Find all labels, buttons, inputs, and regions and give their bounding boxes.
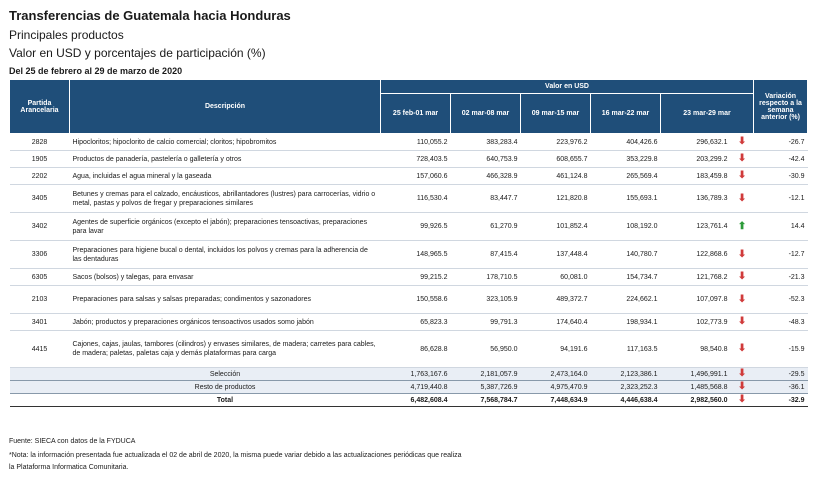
week-value: 608,655.7 bbox=[521, 151, 591, 168]
variation-percent: 14.4 bbox=[754, 213, 808, 241]
table-row bbox=[10, 331, 808, 368]
arrow-down-icon: ⬇ bbox=[737, 293, 747, 305]
partida-code: 3306 bbox=[10, 241, 70, 269]
variation-percent: -26.7 bbox=[754, 134, 808, 151]
partida-code: 2202 bbox=[10, 168, 70, 185]
arrow-down-icon: ⬇ bbox=[737, 248, 747, 260]
week-value: 640,753.9 bbox=[451, 151, 521, 168]
summary-code-empty bbox=[10, 381, 70, 394]
week-value: 223,976.2 bbox=[521, 134, 591, 151]
week-value: 174,640.4 bbox=[521, 314, 591, 331]
product-description: Cajones, cajas, jaulas, tambores (cilindros) y envases similares, de madera; carretes para cables, de madera; paletas, paletas caja y demás plataformas para carga bbox=[70, 331, 381, 368]
week-value: 99,215.2 bbox=[381, 269, 451, 286]
header-descripcion: Descripción bbox=[70, 80, 381, 134]
summary-value: 1,763,167.6 bbox=[381, 368, 451, 381]
arrow-down-icon: ⬇ bbox=[737, 170, 747, 181]
arrow-down-icon: ⬇ bbox=[737, 394, 747, 405]
footer-note: *Nota: la información presentada fue actualizada el 02 de abril de 2020, la misma puede variar debido a las actualizaciones periódicas que realiza bbox=[9, 452, 462, 459]
variation-arrow-cell bbox=[731, 331, 754, 368]
footer-note-cont: la Plataforma Informatica Comunitaria. bbox=[9, 464, 129, 471]
arrow-down-icon: ⬇ bbox=[737, 381, 747, 392]
arrow-down-icon: ⬇ bbox=[737, 153, 747, 164]
report-subtitle-units: Valor en USD y porcentajes de participación (%) bbox=[9, 46, 266, 60]
product-description: Hipocloritos; hipoclorito de calcio comercial; cloritos; hipobromitos bbox=[70, 134, 381, 151]
product-description: Preparaciones para salsas y salsas preparadas; condimentos y sazonadores bbox=[70, 286, 381, 314]
week-value: 61,270.9 bbox=[451, 213, 521, 241]
partida-code: 3402 bbox=[10, 213, 70, 241]
footer-source: Fuente: SIECA con datos de la FYDUCA bbox=[9, 438, 136, 445]
arrow-down-icon: ⬇ bbox=[737, 136, 747, 147]
product-description: Jabón; productos y preparaciones orgánicos tensoactivos usados somo jabón bbox=[70, 314, 381, 331]
week-value: 136,789.3 bbox=[661, 185, 731, 213]
product-description: Preparaciones para higiene bucal o dental, incluidos los polvos y cremas para la adherencia de las dentaduras bbox=[70, 241, 381, 269]
variation-arrow-cell bbox=[731, 213, 754, 241]
week-value: 150,558.6 bbox=[381, 286, 451, 314]
summary-value: 1,496,991.1 bbox=[661, 368, 731, 381]
summary-variation: -29.5 bbox=[754, 368, 808, 381]
week-value: 86,628.8 bbox=[381, 331, 451, 368]
variation-percent: -48.3 bbox=[754, 314, 808, 331]
week-value: 353,229.8 bbox=[591, 151, 661, 168]
header-week-5: 23 mar-29 mar bbox=[661, 94, 754, 134]
summary-value: 2,323,252.3 bbox=[591, 381, 661, 394]
header-variacion: Variación respecto a la semana anterior (%) bbox=[754, 80, 808, 134]
product-description: Productos de panadería, pastelería o galletería y otros bbox=[70, 151, 381, 168]
table-row bbox=[10, 241, 808, 269]
partida-code: 2828 bbox=[10, 134, 70, 151]
summary-label: Resto de productos bbox=[70, 381, 381, 394]
variation-arrow-cell bbox=[731, 394, 754, 407]
table-row bbox=[10, 286, 808, 314]
week-value: 108,192.0 bbox=[591, 213, 661, 241]
week-value: 98,540.8 bbox=[661, 331, 731, 368]
arrow-down-icon: ⬇ bbox=[737, 192, 747, 204]
total-value: 4,446,638.4 bbox=[591, 394, 661, 407]
partida-code: 2103 bbox=[10, 286, 70, 314]
product-description: Sacos (bolsos) y talegas, para envasar bbox=[70, 269, 381, 286]
total-value: 6,482,608.4 bbox=[381, 394, 451, 407]
week-value: 323,105.9 bbox=[451, 286, 521, 314]
summary-value: 2,473,164.0 bbox=[521, 368, 591, 381]
week-value: 121,768.2 bbox=[661, 269, 731, 286]
total-value: 7,448,634.9 bbox=[521, 394, 591, 407]
variation-arrow-cell bbox=[731, 168, 754, 185]
summary-value: 1,485,568.8 bbox=[661, 381, 731, 394]
week-value: 383,283.4 bbox=[451, 134, 521, 151]
product-description: Betunes y cremas para el calzado, encáusticos, abrillantadores (lustres) para carrocerías, vidrio o metal, pastas y polvos de fregar y preparaciones similares bbox=[70, 185, 381, 213]
variation-percent: -15.9 bbox=[754, 331, 808, 368]
arrow-down-icon: ⬇ bbox=[737, 368, 747, 379]
week-value: 489,372.7 bbox=[521, 286, 591, 314]
week-value: 404,426.6 bbox=[591, 134, 661, 151]
variation-percent: -30.9 bbox=[754, 168, 808, 185]
week-value: 60,081.0 bbox=[521, 269, 591, 286]
week-value: 102,773.9 bbox=[661, 314, 731, 331]
week-value: 140,780.7 bbox=[591, 241, 661, 269]
week-value: 99,926.5 bbox=[381, 213, 451, 241]
week-value: 122,868.6 bbox=[661, 241, 731, 269]
partida-code: 4415 bbox=[10, 331, 70, 368]
week-value: 461,124.8 bbox=[521, 168, 591, 185]
table-row bbox=[10, 185, 808, 213]
week-value: 99,791.3 bbox=[451, 314, 521, 331]
week-value: 107,097.8 bbox=[661, 286, 731, 314]
header-week-3: 09 mar-15 mar bbox=[521, 94, 591, 134]
arrow-down-icon: ⬇ bbox=[737, 316, 747, 327]
variation-arrow-cell bbox=[731, 134, 754, 151]
week-value: 178,710.5 bbox=[451, 269, 521, 286]
week-value: 203,299.2 bbox=[661, 151, 731, 168]
week-value: 224,662.1 bbox=[591, 286, 661, 314]
report-subtitle: Principales productos bbox=[9, 28, 124, 42]
report-period: Del 25 de febrero al 29 de marzo de 2020 bbox=[9, 66, 183, 76]
variation-arrow-cell bbox=[731, 185, 754, 213]
week-value: 466,328.9 bbox=[451, 168, 521, 185]
total-value: 7,568,784.7 bbox=[451, 394, 521, 407]
week-value: 121,820.8 bbox=[521, 185, 591, 213]
variation-percent: -12.7 bbox=[754, 241, 808, 269]
summary-variation: -36.1 bbox=[754, 381, 808, 394]
report-title: Transferencias de Guatemala hacia Honduras bbox=[9, 8, 291, 23]
week-value: 296,632.1 bbox=[661, 134, 731, 151]
week-value: 110,055.2 bbox=[381, 134, 451, 151]
week-value: 154,734.7 bbox=[591, 269, 661, 286]
week-value: 183,459.8 bbox=[661, 168, 731, 185]
week-value: 155,693.1 bbox=[591, 185, 661, 213]
week-value: 137,448.4 bbox=[521, 241, 591, 269]
summary-value: 2,123,386.1 bbox=[591, 368, 661, 381]
variation-arrow-cell bbox=[731, 368, 754, 381]
summary-value: 4,975,470.9 bbox=[521, 381, 591, 394]
total-label: Total bbox=[70, 394, 381, 407]
table-row bbox=[10, 269, 808, 286]
partida-code: 3401 bbox=[10, 314, 70, 331]
product-description: Agentes de superficie orgánicos (excepto el jabón); preparaciones tensoactivas, preparaciones para lavar bbox=[70, 213, 381, 241]
variation-percent: -42.4 bbox=[754, 151, 808, 168]
products-table bbox=[9, 79, 808, 407]
variation-arrow-cell bbox=[731, 151, 754, 168]
partida-code: 1905 bbox=[10, 151, 70, 168]
week-value: 123,761.4 bbox=[661, 213, 731, 241]
arrow-down-icon: ⬇ bbox=[737, 271, 747, 282]
table-row bbox=[10, 151, 808, 168]
total-row bbox=[10, 394, 808, 407]
arrow-down-icon: ⬇ bbox=[737, 343, 747, 354]
header-partida: Partida Arancelaria bbox=[10, 80, 70, 134]
table-row bbox=[10, 168, 808, 185]
week-value: 101,852.4 bbox=[521, 213, 591, 241]
variation-percent: -21.3 bbox=[754, 269, 808, 286]
variation-arrow-cell bbox=[731, 314, 754, 331]
arrow-up-icon: ⬆ bbox=[737, 220, 747, 232]
partida-code: 6305 bbox=[10, 269, 70, 286]
table-row bbox=[10, 134, 808, 151]
table-row bbox=[10, 213, 808, 241]
partida-code: 3405 bbox=[10, 185, 70, 213]
summary-value: 5,387,726.9 bbox=[451, 381, 521, 394]
summary-label: Selección bbox=[70, 368, 381, 381]
summary-code-empty bbox=[10, 368, 70, 381]
summary-value: 2,181,057.9 bbox=[451, 368, 521, 381]
week-value: 83,447.7 bbox=[451, 185, 521, 213]
week-value: 116,530.4 bbox=[381, 185, 451, 213]
week-value: 56,950.0 bbox=[451, 331, 521, 368]
week-value: 265,569.4 bbox=[591, 168, 661, 185]
week-value: 728,403.5 bbox=[381, 151, 451, 168]
week-value: 94,191.6 bbox=[521, 331, 591, 368]
total-value: 2,982,560.0 bbox=[661, 394, 731, 407]
table-row bbox=[10, 314, 808, 331]
week-value: 148,965.5 bbox=[381, 241, 451, 269]
product-description: Agua, incluidas el agua mineral y la gaseada bbox=[70, 168, 381, 185]
variation-percent: -12.1 bbox=[754, 185, 808, 213]
week-value: 65,823.3 bbox=[381, 314, 451, 331]
week-value: 198,934.1 bbox=[591, 314, 661, 331]
header-week-2: 02 mar-08 mar bbox=[451, 94, 521, 134]
variation-percent: -52.3 bbox=[754, 286, 808, 314]
summary-row bbox=[10, 381, 808, 394]
variation-arrow-cell bbox=[731, 381, 754, 394]
summary-row bbox=[10, 368, 808, 381]
summary-value: 4,719,440.8 bbox=[381, 381, 451, 394]
header-week-1: 25 feb-01 mar bbox=[381, 94, 451, 134]
header-valor-usd: Valor en USD bbox=[381, 80, 754, 94]
variation-arrow-cell bbox=[731, 269, 754, 286]
header-week-4: 16 mar-22 mar bbox=[591, 94, 661, 134]
variation-arrow-cell bbox=[731, 286, 754, 314]
week-value: 157,060.6 bbox=[381, 168, 451, 185]
week-value: 87,415.4 bbox=[451, 241, 521, 269]
total-code-empty bbox=[10, 394, 70, 407]
week-value: 117,163.5 bbox=[591, 331, 661, 368]
total-variation: -32.9 bbox=[754, 394, 808, 407]
variation-arrow-cell bbox=[731, 241, 754, 269]
